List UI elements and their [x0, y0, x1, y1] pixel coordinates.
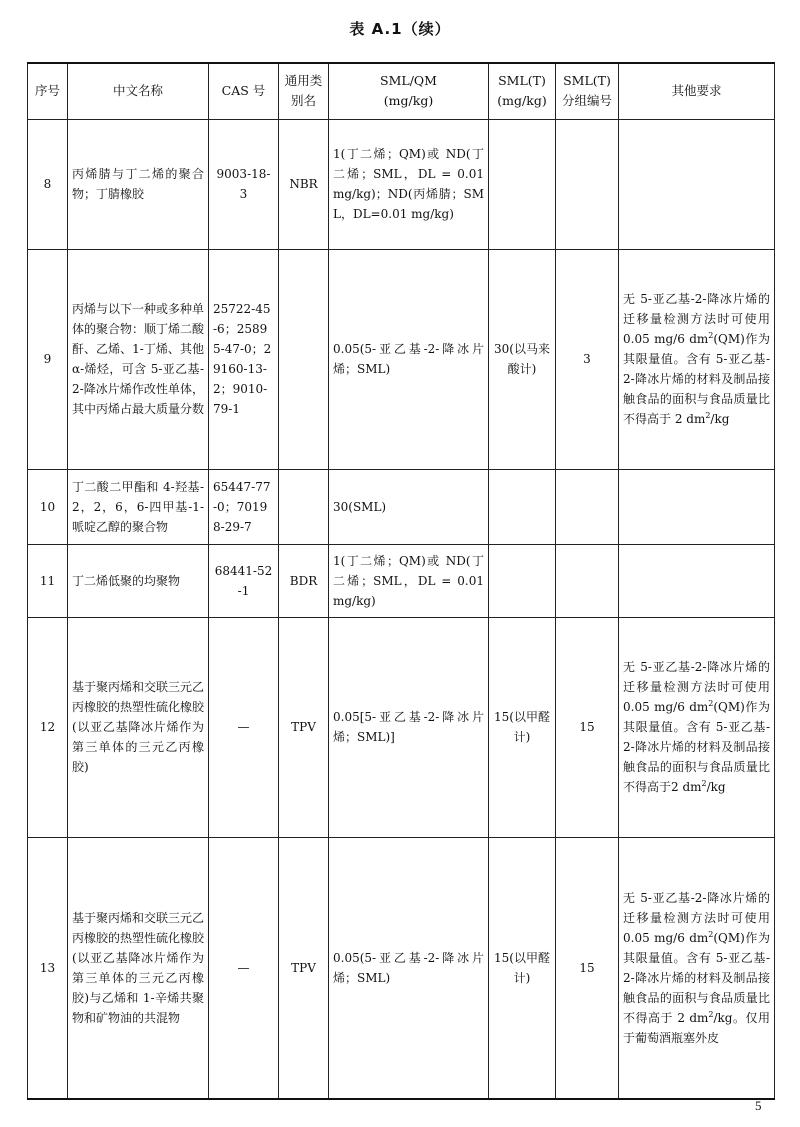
cell-other	[619, 119, 775, 249]
cell-no: 11	[28, 544, 68, 617]
cell-group	[556, 119, 619, 249]
cell-cas: 9003-18-3	[209, 119, 279, 249]
cell-other: 无 5-亚乙基-2-降冰片烯的迁移量检测方法时可使用 0.05 mg/6 $dm^2(QM)$作为其限量值。含有 5-亚乙基-2-降冰片烯的材料及制品接触食品的面积与食品质量比不得高于 2 $dm^2/kg$	[619, 249, 775, 469]
cell-other	[619, 469, 775, 544]
cell-group: 3	[556, 249, 619, 469]
cell-abbr: TPV	[279, 617, 329, 837]
cell-group	[556, 469, 619, 544]
cell-name: 丁二烯低聚的均聚物	[68, 544, 209, 617]
table-row	[28, 617, 775, 837]
header-row	[28, 63, 775, 119]
cell-smlt: 15(以甲醛计)	[489, 837, 556, 1099]
cell-group	[556, 544, 619, 617]
cell-smlt	[489, 544, 556, 617]
cell-smlt: 30(以马来酸计)	[489, 249, 556, 469]
cell-no: 9	[28, 249, 68, 469]
header-cas: CAS 号	[209, 63, 279, 119]
cell-smlt	[489, 119, 556, 249]
cell-no: 8	[28, 119, 68, 249]
cell-no: 12	[28, 617, 68, 837]
cell-cas: —	[209, 837, 279, 1099]
cell-abbr: NBR	[279, 119, 329, 249]
cell-name: 基于聚丙烯和交联三元乙丙橡胶的热塑性硫化橡胶(以亚乙基降冰片烯作为第三单体的三元乙丙橡胶)与乙烯和 1-辛烯共聚物和矿物油的共混物	[68, 837, 209, 1099]
header-group: SML(T) 分组编号	[556, 63, 619, 119]
cell-other: 无 5-亚乙基-2-降冰片烯的迁移量检测方法时可使用 0.05 mg/6 $dm^2(QM)$作为其限量值。含有 5-亚乙基-2-降冰片烯的材料及制品接触食品的面积与食品质量比不得高于 2 $dm^2/kg$。仅用于葡萄酒瓶塞外皮	[619, 837, 775, 1099]
cell-other	[619, 544, 775, 617]
header-smlt: SML(T) (mg/kg)	[489, 63, 556, 119]
header-name: 中文名称	[68, 63, 209, 119]
table-row	[28, 249, 775, 469]
cell-abbr	[279, 469, 329, 544]
cell-sml: 0.05(5-亚乙基-2-降冰片烯；SML)	[329, 249, 489, 469]
cell-sml: 0.05[5-亚乙基-2-降冰片烯；SML)]	[329, 617, 489, 837]
cell-cas: —	[209, 617, 279, 837]
cell-cas: 25722-45-6；25895-47-0；29160-13-2；9010-79-1	[209, 249, 279, 469]
cell-group: 15	[556, 837, 619, 1099]
table-row	[28, 119, 775, 249]
page-number: 5	[755, 1098, 762, 1113]
header-no: 序号	[28, 63, 68, 119]
cell-sml: 30(SML)	[329, 469, 489, 544]
table-row	[28, 837, 775, 1099]
cell-name: 丙烯腈与丁二烯的聚合物；丁腈橡胶	[68, 119, 209, 249]
cell-other: 无 5-亚乙基-2-降冰片烯的迁移量检测方法时可使用 0.05 mg/6 $dm^2(QM)$作为其限量值。含有 5-亚乙基-2-降冰片烯的材料及制品接触食品的面积与食品质量比不得高于2 $dm^2/kg$	[619, 617, 775, 837]
header-other: 其他要求	[619, 63, 775, 119]
cell-no: 13	[28, 837, 68, 1099]
cell-name: 基于聚丙烯和交联三元乙丙橡胶的热塑性硫化橡胶(以亚乙基降冰片烯作为第三单体的三元乙丙橡胶)	[68, 617, 209, 837]
table-title: 表 A.1（续）	[349, 20, 451, 38]
cell-sml: 0.05(5-亚乙基-2-降冰片烯；SML)	[329, 837, 489, 1099]
cell-cas: 68441-52-1	[209, 544, 279, 617]
cell-no: 10	[28, 469, 68, 544]
header-sml: SML/QM (mg/kg)	[329, 63, 489, 119]
cell-abbr: BDR	[279, 544, 329, 617]
cell-group: 15	[556, 617, 619, 837]
cell-cas: 65447-77-0；70198-29-7	[209, 469, 279, 544]
cell-sml: 1(丁二烯；QM)或 ND(丁二烯；SML，DL = 0.01 mg/kg)；ND(丙烯腈；SML，DL=0.01 mg/kg)	[329, 119, 489, 249]
table-row	[28, 469, 775, 544]
cell-smlt: 15(以甲醛计)	[489, 617, 556, 837]
cell-smlt	[489, 469, 556, 544]
cell-abbr: TPV	[279, 837, 329, 1099]
substance-table	[27, 62, 775, 1100]
cell-sml: 1(丁二烯；QM)或 ND(丁二烯；SML，DL = 0.01 mg/kg)	[329, 544, 489, 617]
cell-name: 丙烯与以下一种或多种单体的聚合物：顺丁烯二酸酐、乙烯、1-丁烯、其他 α-烯烃，可含 5-亚乙基-2-降冰片烯作改性单体，其中丙烯占最大质量分数	[68, 249, 209, 469]
table-row	[28, 544, 775, 617]
cell-name: 丁二酸二甲酯和 4-羟基-2，2，6，6-四甲基-1-哌啶乙醇的聚合物	[68, 469, 209, 544]
cell-abbr	[279, 249, 329, 469]
header-abbr: 通用类 别名	[279, 63, 329, 119]
